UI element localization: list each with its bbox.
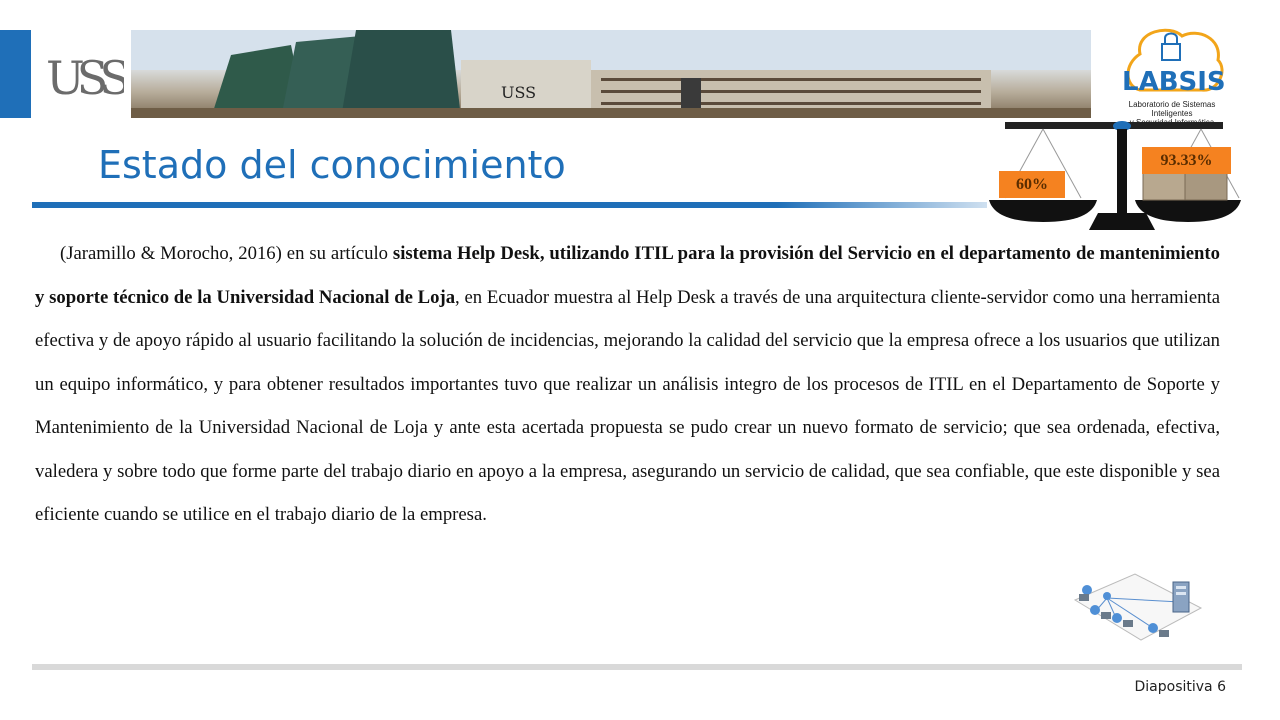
client-computer-icon bbox=[1123, 620, 1133, 627]
scale-left-badge: 60% bbox=[999, 171, 1065, 198]
server-icon bbox=[1173, 582, 1189, 612]
slide-number: Diapositiva 6 bbox=[1134, 679, 1226, 695]
client-user-icon bbox=[1082, 585, 1092, 595]
footer-divider bbox=[32, 664, 1242, 670]
left-accent-bar bbox=[0, 30, 31, 118]
client-computer-icon bbox=[1159, 630, 1169, 637]
body-article-title: sistema Help Desk, utilizando ITIL para la provisión del Servicio en el departamento de mantenimiento y soporte técnico de la Universidad Nacional de Loja bbox=[35, 243, 1220, 308]
uss-logo-text: USS bbox=[46, 51, 123, 104]
client-user-icon bbox=[1112, 613, 1122, 623]
body-paragraph bbox=[35, 232, 1220, 537]
slide-title: Estado del conocimiento bbox=[98, 143, 566, 187]
client-user-icon bbox=[1148, 623, 1158, 633]
body-citation-intro: (Jaramillo & Morocho, 2016) en su artículo bbox=[60, 243, 393, 264]
labsis-subtitle-line1: Laboratorio de Sistemas Inteligentes bbox=[1128, 100, 1216, 118]
client-user-icon bbox=[1103, 592, 1111, 600]
client-server-network-diagram bbox=[1065, 570, 1205, 648]
title-underline bbox=[32, 202, 987, 208]
labsis-logo-text: LABSIS bbox=[1122, 67, 1226, 97]
uss-logo bbox=[44, 44, 124, 104]
campus-banner-photo bbox=[131, 30, 1091, 118]
client-computer-icon bbox=[1079, 594, 1089, 601]
scale-right-badge: 93.33% bbox=[1142, 147, 1231, 174]
body-description: , en Ecuador muestra al Help Desk a través de una arquitectura cliente-servidor como una herramienta efectiva y de apoyo rápido al usuario facilitando la solución de incidencias, mejorando la calidad del servicio que la empresa ofrece a los usuarios que utilizan un equipo informático, y para obtener resultados importantes tuvo que realizar un análisis integro de los procesos de ITIL en el Departamento de Soporte y Mantenimiento de la Universidad Nacional de Loja y ante esta acertada propuesta se pudo crear un nuevo formato de servicio; que sea ordenada, efectiva, valedera y sobre todo que forme parte del trabajo diario en apoyo a la empresa, asegurando un servicio de calidad, que sea confiable, que este disponible y sea eficiente cuando se utilice en el trabajo diario de la empresa. bbox=[35, 286, 1220, 525]
client-user-icon bbox=[1090, 605, 1100, 615]
client-computer-icon bbox=[1101, 612, 1111, 619]
banner-uss-sign: USS bbox=[501, 83, 537, 102]
